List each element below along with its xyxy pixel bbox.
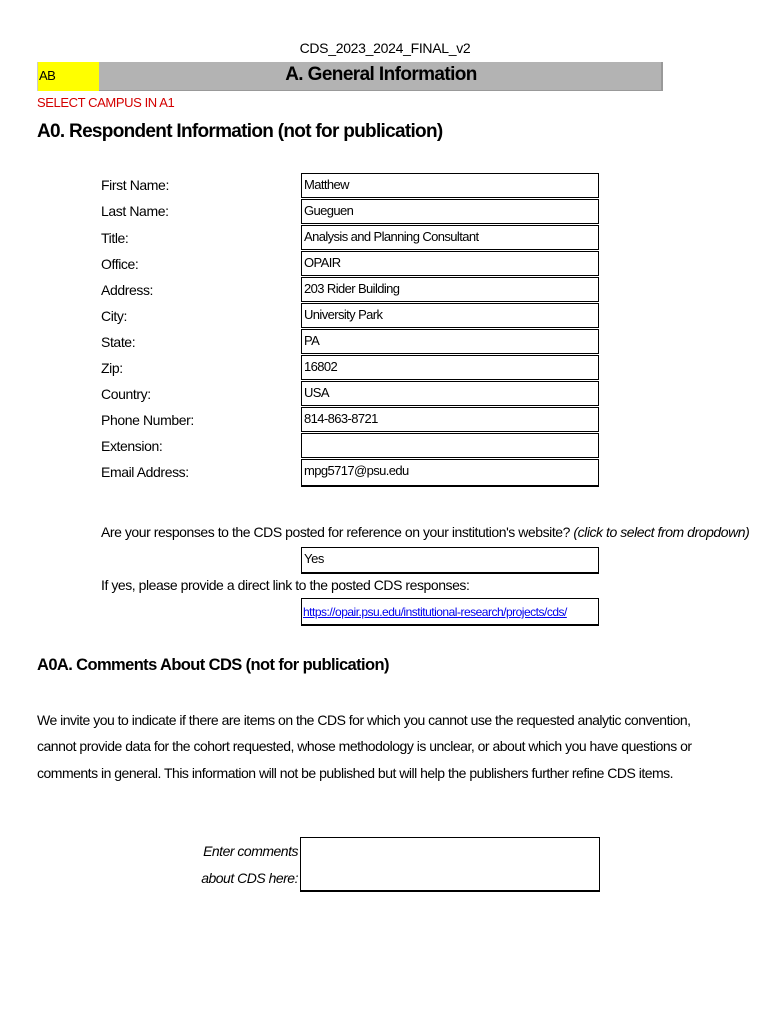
office-field[interactable] — [301, 251, 599, 276]
last-name-value: Gueguen — [304, 203, 354, 218]
extension-field[interactable] — [301, 433, 599, 458]
select-campus-note: SELECT CAMPUS IN A1 — [37, 95, 175, 110]
title-value: Analysis and Planning Consultant — [304, 229, 479, 244]
posted-dropdown[interactable] — [301, 547, 599, 574]
phone-value: 814-863-8721 — [304, 411, 378, 426]
first-name-label: First Name: — [101, 177, 169, 193]
first-name-field[interactable] — [301, 173, 599, 198]
state-label: State: — [101, 334, 136, 350]
last-name-label: Last Name: — [101, 203, 169, 219]
cds-link[interactable]: https://opair.psu.edu/institutional-research/projects/cds/ — [303, 605, 567, 619]
comments-paragraph-line-2: cannot provide data for the cohort requested, whose methodology is unclear, or about which you have questions or — [37, 738, 692, 754]
city-field[interactable] — [301, 303, 599, 328]
comments-paragraph-line-3: comments in general. This information will not be published but will help the publishers further refine CDS items. — [37, 765, 674, 781]
email-label: Email Address: — [101, 464, 189, 480]
comments-entry-label-line-2: about CDS here: — [201, 870, 298, 886]
email-value: mpg5717@psu.edu — [304, 463, 409, 478]
state-field[interactable] — [301, 329, 599, 354]
office-value: OPAIR — [304, 255, 341, 270]
section-title: A. General Information — [285, 64, 477, 85]
country-field[interactable] — [301, 381, 599, 406]
address-field[interactable] — [301, 277, 599, 302]
respondent-heading: A0. Respondent Information (not for publication) — [37, 121, 443, 142]
comments-entry-label-line-1: Enter comments — [203, 843, 298, 859]
city-value: University Park — [304, 307, 383, 322]
posted-question-text: Are your responses to the CDS posted for reference on your institution's website? — [101, 524, 570, 540]
posted-question — [101, 524, 749, 540]
first-name-value: Matthew — [304, 177, 349, 192]
link-question: If yes, please provide a direct link to the posted CDS responses: — [101, 577, 470, 593]
posted-dropdown-value: Yes — [304, 551, 325, 566]
country-label: Country: — [101, 386, 151, 402]
email-field[interactable] — [301, 459, 599, 487]
city-label: City: — [101, 308, 128, 324]
comments-heading: A0A. Comments About CDS (not for publication) — [37, 656, 389, 674]
zip-field[interactable] — [301, 355, 599, 380]
zip-label: Zip: — [101, 360, 123, 376]
campus-code: AB — [39, 68, 56, 83]
phone-field[interactable] — [301, 407, 599, 432]
posted-question-hint: (click to select from dropdown) — [573, 524, 750, 540]
zip-value: 16802 — [304, 359, 338, 374]
extension-label: Extension: — [101, 438, 163, 454]
comments-paragraph-line-1: We invite you to indicate if there are items on the CDS for which you cannot use the requested analytic convention, — [37, 712, 691, 728]
comments-entry-field[interactable] — [300, 837, 600, 892]
title-label: Title: — [101, 230, 129, 246]
address-label: Address: — [101, 282, 154, 298]
title-field[interactable] — [301, 225, 599, 250]
phone-label: Phone Number: — [101, 412, 194, 428]
last-name-field[interactable] — [301, 199, 599, 224]
document-name: CDS_2023_2024_FINAL_v2 — [299, 40, 471, 56]
country-value: USA — [304, 385, 329, 400]
address-value: 203 Rider Building — [304, 281, 400, 296]
office-label: Office: — [101, 256, 139, 272]
state-value: PA — [304, 333, 320, 348]
